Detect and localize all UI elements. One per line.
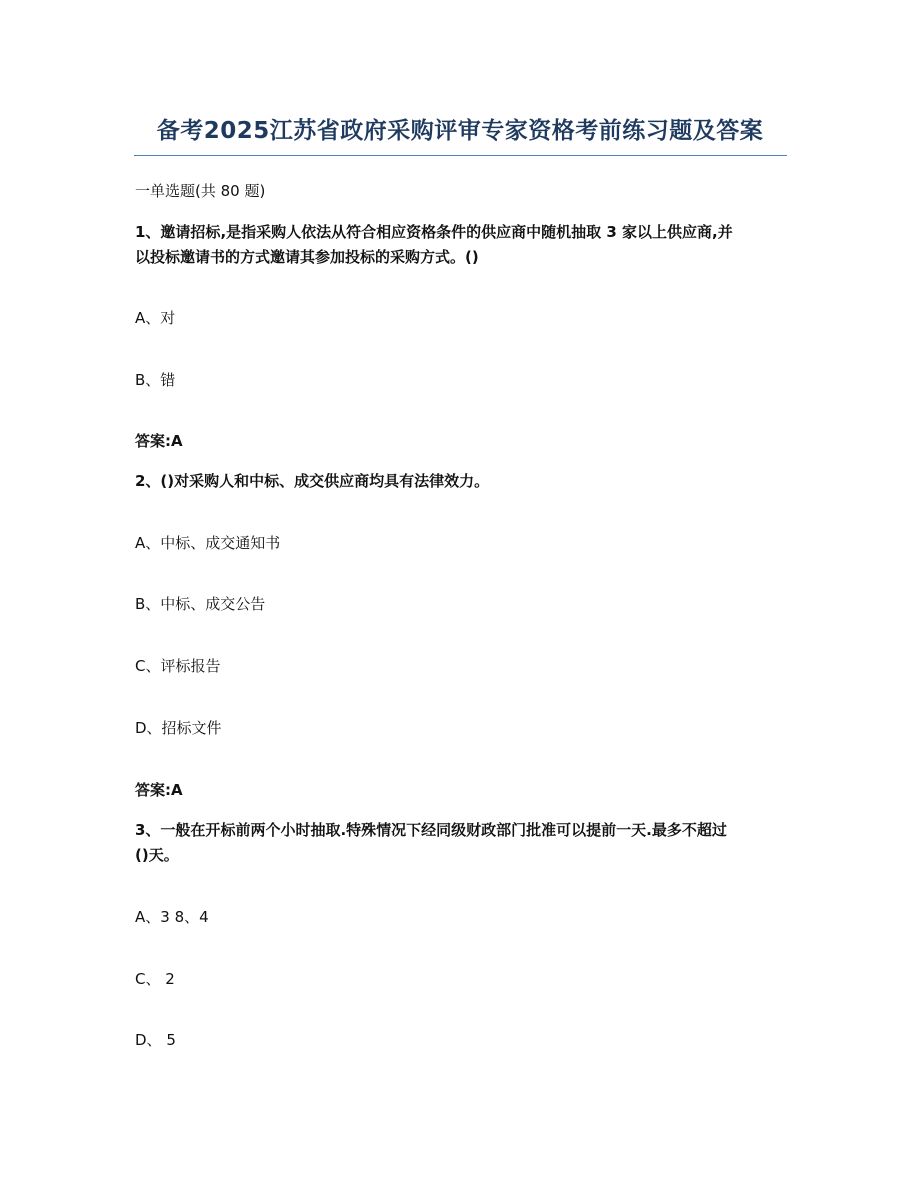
question-2-stem-line-1: 2、()对采购人和中标、成交供应商均具有法律效力。 bbox=[135, 472, 490, 490]
question-1-answer: 答案:A bbox=[135, 432, 183, 450]
question-1-option-a: A、对 bbox=[135, 309, 176, 327]
section-header: 一单选题(共 80 题) bbox=[135, 182, 266, 200]
question-1-stem-line-1: 1、邀请招标,是指采购人依法从符合相应资格条件的供应商中随机抽取 3 家以上供应商,并 bbox=[135, 223, 733, 241]
question-2-option-b: B、中标、成交公告 bbox=[135, 595, 266, 613]
question-2-option-c: C、评标报告 bbox=[135, 657, 221, 675]
question-2-option-d: D、招标文件 bbox=[135, 719, 222, 737]
question-1-option-b: B、错 bbox=[135, 371, 176, 389]
question-3-option-a: A、3 8、4 bbox=[135, 908, 209, 926]
page-title: 备考2025江苏省政府采购评审专家资格考前练习题及答案 bbox=[156, 118, 764, 144]
title-divider bbox=[134, 155, 787, 156]
question-2-option-a: A、中标、成交通知书 bbox=[135, 534, 281, 552]
question-3-stem-line-2: ()天。 bbox=[135, 846, 179, 864]
question-3-option-c: C、 2 bbox=[135, 970, 175, 988]
question-2-answer: 答案:A bbox=[135, 781, 183, 799]
question-1-stem-line-2: 以投标邀请书的方式邀请其参加投标的采购方式。() bbox=[135, 248, 479, 266]
question-3-option-d: D、 5 bbox=[135, 1031, 176, 1049]
question-3-stem-line-1: 3、一般在开标前两个小时抽取.特殊情况下经同级财政部门批准可以提前一天.最多不超过 bbox=[135, 821, 727, 839]
